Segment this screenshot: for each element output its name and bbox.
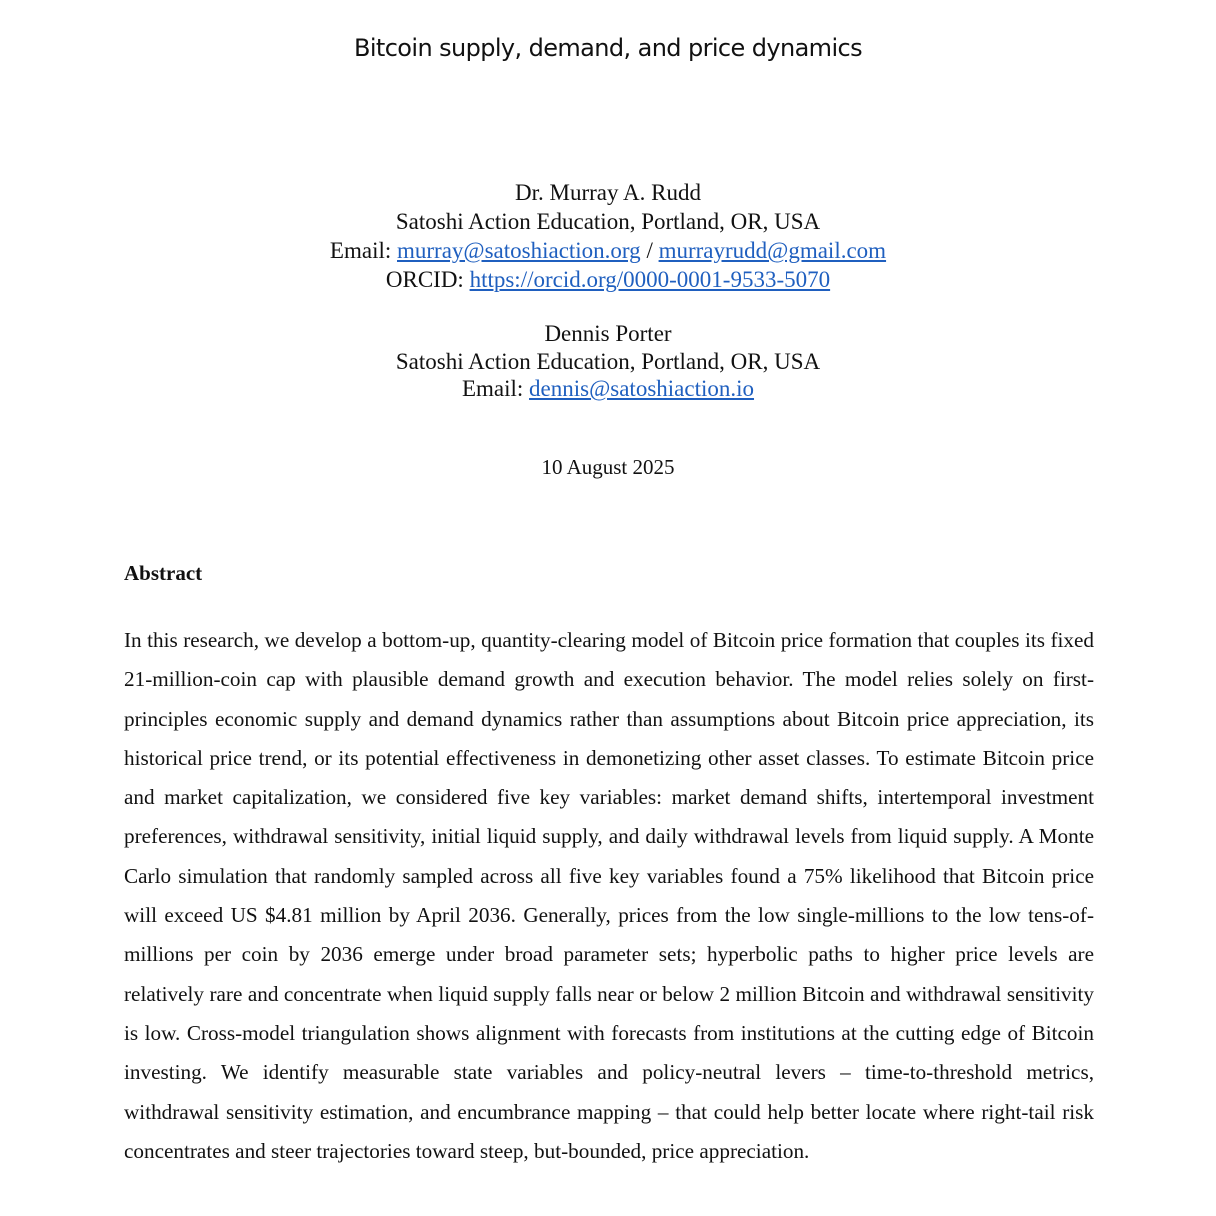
abstract-body: In this research, we develop a bottom-up, quantity-clearing model of Bitcoin price formation that couples its fixed 21-million-coin cap with plausible demand growth and execution behavior. The model relies solely on first-principles economic supply and demand dynamics rather than assumptions about Bitcoin price appreciation, its historical price trend, or its potential effectiveness in demonetizing other asset classes. To estimate Bitcoin price and market capitalization, we considered five key variables: market demand shifts, intertemporal investment preferences, withdrawal sensitivity, initial liquid supply, and daily withdrawal levels from liquid supply. A Monte Carlo simulation that randomly sampled across all five key variables found a 75% likelihood that Bitcoin price will exceed US $4.81 million by April 2036. Generally, prices from the low single-millions to the low tens-of-millions per coin by 2036 emerge under broad parameter sets; hyperbolic paths to higher price levels are relatively rare and concentrate when liquid supply falls near or below 2 million Bitcoin and withdrawal sensitivity is low. Cross-model triangulation shows alignment with forecasts from institutions at the cutting edge of Bitcoin investing. We identify measurable state variables and policy-neutral levers – time-to-threshold metrics, withdrawal sensitivity estimation, and encumbrance mapping – that could help better locate where right-tail risk concentrates and steer trajectories toward steep, but-bounded, price appreciation. <box>124 628 1094 1163</box>
orcid-label: ORCID: <box>385 267 470 292</box>
email-link-primary[interactable]: murray@satoshiaction.org <box>397 238 641 263</box>
orcid-link[interactable]: https://orcid.org/0000-0001-9533-5070 <box>469 267 831 292</box>
paper-date: 10 August 2025 <box>541 455 675 479</box>
author-block-rudd <box>0 178 1216 294</box>
author-orcid-line <box>0 265 1216 294</box>
email-link-primary[interactable]: dennis@satoshiaction.io <box>529 376 755 401</box>
author-name: Dr. Murray A. Rudd <box>515 180 701 205</box>
author-name: Dennis Porter <box>544 321 672 346</box>
email-label: Email: <box>329 238 397 263</box>
abstract-heading: Abstract <box>124 561 203 585</box>
author-email-line <box>0 236 1216 265</box>
email-separator: / <box>640 238 659 263</box>
author-email-line <box>0 375 1216 403</box>
author-block-porter <box>0 320 1216 403</box>
author-affiliation: Satoshi Action Education, Portland, OR, USA <box>395 348 821 374</box>
email-label: Email: <box>461 376 530 401</box>
email-link-secondary[interactable]: murrayrudd@gmail.com <box>658 238 887 263</box>
paper-title: Bitcoin supply, demand, and price dynamics <box>353 34 863 62</box>
author-affiliation: Satoshi Action Education, Portland, OR, USA <box>395 209 821 234</box>
